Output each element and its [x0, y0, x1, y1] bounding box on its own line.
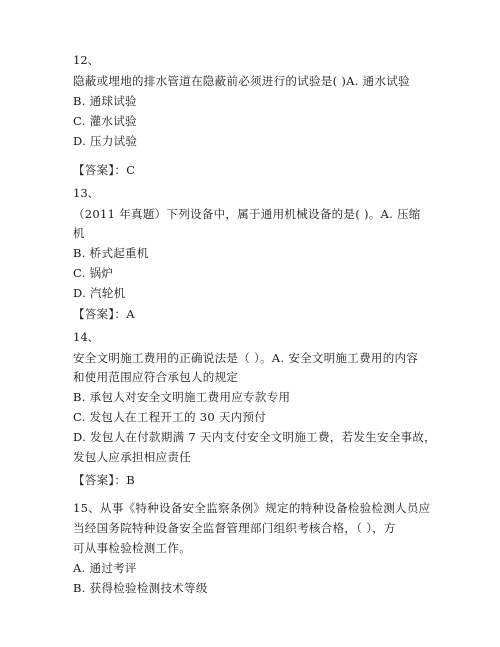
question-12-option-b: B. 通球试验 — [73, 94, 137, 108]
question-15-stem-line1: 15、从事《特种设备安全监察条例》规定的特种设备检验检测人员应 — [73, 501, 431, 515]
question-12-answer: 【答案】：C — [73, 163, 136, 177]
question-13-number: 13、 — [73, 186, 100, 200]
question-15-stem-line2: 当经国务院特种设备安全监督管理部门组织考核合格，（ ），方 — [73, 521, 396, 535]
question-14-answer: 【答案】：B — [73, 473, 136, 487]
question-14-stem-line1: 安全文明施工费用的正确说法是（ ）。A. 安全文明施工费用的内容 — [73, 351, 419, 365]
question-12-option-c: C. 灌水试验 — [73, 114, 137, 128]
question-14-option-c: C. 发包人在工程开工的 30 天内预付 — [73, 410, 267, 424]
question-13-option-d: D. 汽轮机 — [73, 286, 126, 300]
question-15-option-b: B. 获得检验检测技术等级 — [73, 581, 208, 595]
question-14-stem-line2: 和使用范围应符合承包人的规定 — [73, 370, 239, 384]
question-13-option-c: C. 锅炉 — [73, 266, 114, 280]
question-14-option-b: B. 承包人对安全文明施工费用应专款专用 — [73, 390, 291, 404]
question-15-stem-line3: 可从事检验检测工作。 — [73, 541, 191, 555]
question-13-stem-line2: 机 — [73, 226, 85, 240]
question-14-option-d-line1: D. 发包人在付款期满 7 天内支付安全文明施工费，若发生安全事故， — [73, 430, 436, 444]
question-14-number: 14、 — [73, 330, 100, 344]
question-15-option-a: A. 通过考评 — [73, 561, 137, 575]
question-13-stem-line1: （2011 年真题）下列设备中，属于通用机械设备的是( )。A. 压缩 — [73, 207, 421, 221]
question-12-stem: 隐蔽或埋地的排水管道在隐蔽前必须进行的试验是( )A. 通水试验 — [73, 74, 410, 88]
question-12-option-d: D. 压力试验 — [73, 134, 138, 148]
question-14-option-d-line2: 发包人应承担相应责任 — [73, 450, 191, 464]
question-13-option-b: B. 桥式起重机 — [73, 246, 149, 260]
question-13-answer: 【答案】：A — [73, 307, 135, 321]
question-12-number: 12、 — [73, 53, 100, 67]
